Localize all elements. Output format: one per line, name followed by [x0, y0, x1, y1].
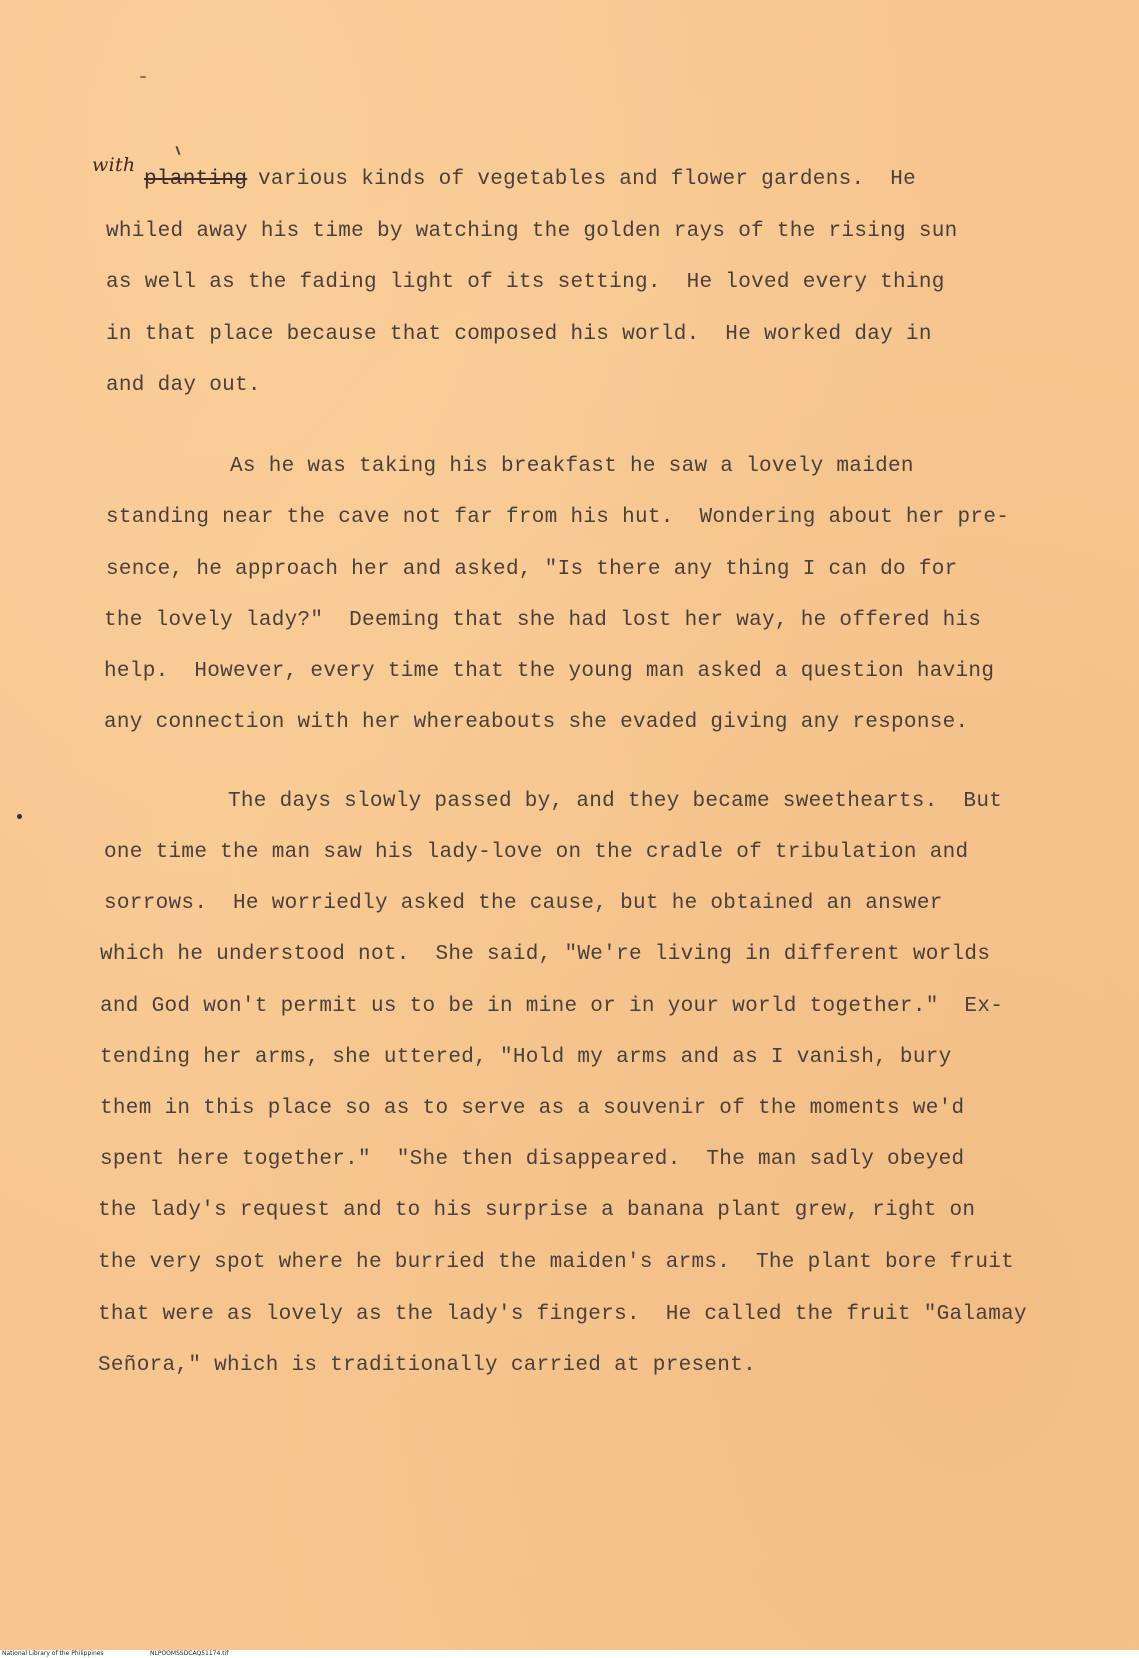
scan-footer: [0, 1650, 1139, 1658]
typed-line: sorrows. He worriedly asked the cause, but he obtained an answer: [104, 892, 943, 915]
paper-mark: [140, 76, 146, 78]
typed-line: standing near the cave not far from his hut. Wondering about her pre-: [106, 506, 1010, 529]
typed-line: tending her arms, she uttered, "Hold my arms and as I vanish, bury: [100, 1046, 952, 1069]
typed-line: whiled away his time by watching the golden rays of the rising sun: [106, 220, 958, 243]
typed-line: spent here together." "She then disappeared. The man sadly obeyed: [100, 1148, 965, 1171]
typed-line: that were as lovely as the lady's fingers. He called the fruit "Galamay: [98, 1303, 1027, 1326]
typed-line: the very spot where he burried the maiden's arms. The plant bore fruit: [98, 1251, 1015, 1274]
typed-line: them in this place so as to serve as a souvenir of the moments we'd: [100, 1097, 965, 1120]
struck-word: planting: [144, 168, 248, 191]
handwritten-correction: with: [92, 154, 136, 176]
typed-line: in that place because that composed his world. He worked day in: [106, 323, 932, 346]
typed-line: one time the man saw his lady-love on the cradle of tribulation and: [104, 841, 969, 864]
typed-line: Señora," which is traditionally carried at present.: [98, 1354, 757, 1377]
typed-line: the lovely lady?" Deeming that she had lost her way, he offered his: [104, 609, 982, 632]
pen-tick-mark: [176, 146, 181, 155]
typed-line: various kinds of vegetables and flower gardens. He: [258, 168, 917, 191]
footer-file-id: NLPOOMSSDCAQ51174.tif: [150, 1650, 229, 1657]
typed-line: and God won't permit us to be in mine or in your world together." Ex-: [100, 995, 1004, 1018]
typed-line: as well as the fading light of its setting. He loved every thing: [106, 271, 945, 294]
typed-line: any connection with her whereabouts she evaded giving any response.: [104, 711, 969, 734]
footer-institution: National Library of the Philippines: [2, 1650, 104, 1657]
typed-line: the lady's request and to his surprise a banana plant grew, right on: [98, 1199, 976, 1222]
typed-line: and day out.: [106, 374, 261, 397]
typed-line: help. However, every time that the young man asked a question having: [104, 660, 995, 683]
typed-line: As he was taking his breakfast he saw a lovely maiden: [230, 455, 914, 478]
margin-dot: [17, 814, 22, 819]
typed-line: The days slowly passed by, and they became sweethearts. But: [228, 790, 1003, 813]
typed-line: sence, he approach her and asked, "Is there any thing I can do for: [106, 558, 958, 581]
typed-line: which he understood not. She said, "We're living in different worlds: [100, 943, 991, 966]
